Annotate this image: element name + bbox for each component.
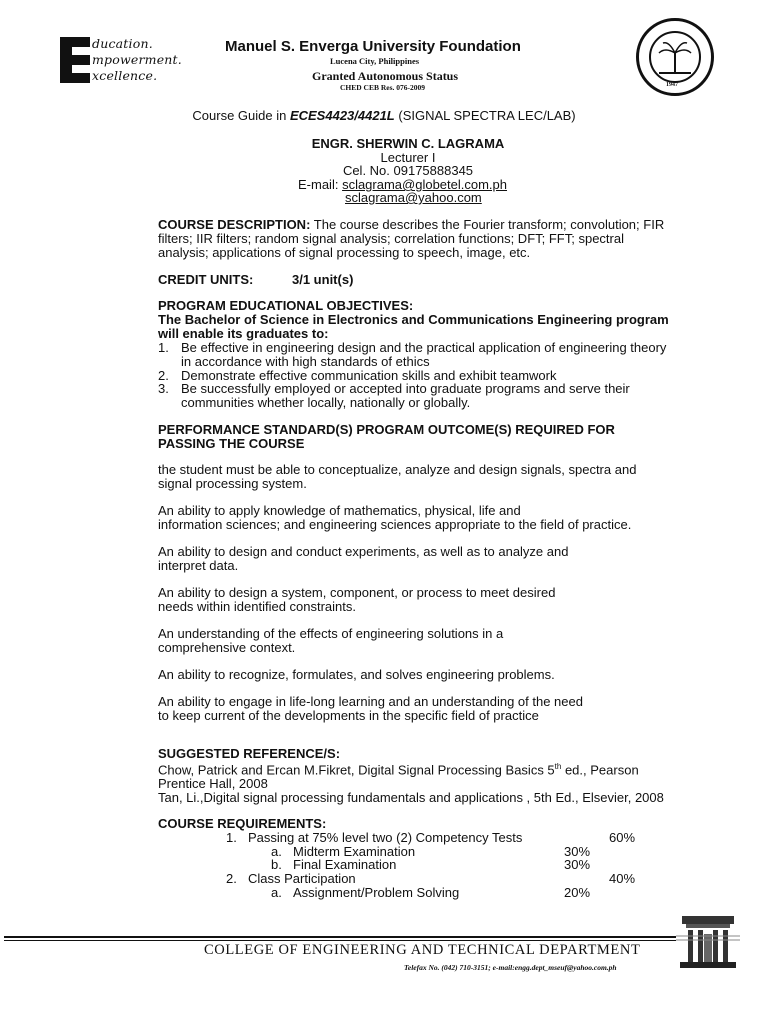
course-code: ECES4423/4421L xyxy=(289,108,395,123)
course-guide-prefix: Course Guide in xyxy=(192,108,290,123)
objective-text-3b: communities whether locally, nationally or globally. xyxy=(181,395,471,410)
autonomous-status: Granted Autonomous Status xyxy=(312,69,459,83)
instructor-name: ENGR. SHERWIN C. LAGRAMA xyxy=(311,136,505,151)
palm-tree-icon xyxy=(651,33,699,81)
outcome-5b: comprehensive context. xyxy=(158,640,296,655)
footer-rule-top xyxy=(4,936,676,938)
objective-number: 3. xyxy=(158,381,169,396)
objective-text-2a: Demonstrate effective communication skills and exhibit teamwork xyxy=(181,368,557,383)
description-label: COURSE DESCRIPTION: xyxy=(158,217,311,232)
requirement-label-1b: Final Examination xyxy=(293,857,397,872)
seal-year: 1947 xyxy=(666,82,678,88)
requirement-num-2: 2. xyxy=(226,871,237,886)
outcome-4b: needs within identified constraints. xyxy=(158,599,357,614)
requirement-sub-1a: 30% xyxy=(564,844,591,859)
performance-heading-2: PASSING THE COURSE xyxy=(158,436,305,451)
outcome-5a: An understanding of the effects of engineering solutions in a xyxy=(158,626,504,641)
objective-text-1a: Be effective in engineering design and the practical application of engineering theory xyxy=(181,340,667,355)
requirement-sub-1b: 30% xyxy=(564,857,591,872)
credit-units-label: CREDIT UNITS: xyxy=(158,272,254,287)
course-guide-title xyxy=(0,108,768,123)
description-text-1: The course describes the Fourier transform; convolution; FIR xyxy=(310,217,665,232)
outcome-2a: An ability to apply knowledge of mathematics, physical, life and xyxy=(158,503,521,518)
outcome-7a: An ability to engage in life-long learning and an understanding of the need xyxy=(158,694,583,709)
motto-line-2: mpowerment. xyxy=(92,52,182,67)
course-title: (SIGNAL SPECTRA LEC/LAB) xyxy=(394,108,576,123)
objective-item-1 xyxy=(158,340,169,355)
description-line-2: filters; IIR filters; random signal analysis; correlation functions; DFT; FFT; spectral xyxy=(158,231,624,246)
references-heading: SUGGESTED REFERENCE/S: xyxy=(158,746,341,761)
university-location: Lucena City, Philippines xyxy=(330,56,420,66)
objectives-heading: PROGRAM EDUCATIONAL OBJECTIVES: xyxy=(158,298,414,313)
outcome-3b: interpret data. xyxy=(158,558,239,573)
ched-resolution: CHED CEB Res. 076-2009 xyxy=(340,83,426,92)
university-seal xyxy=(636,18,714,96)
instructor-cel: Cel. No. 09175888345 xyxy=(342,163,474,178)
department-contact: Telefax No. (042) 710-3151; e-mail:engg.dept_mseuf@yahoo.com.ph xyxy=(404,963,617,972)
email-link-2[interactable]: sclagrama@yahoo.com xyxy=(345,190,482,205)
reference-1-publisher: ed., Pearson xyxy=(561,762,639,778)
requirements-heading: COURSE REQUIREMENTS: xyxy=(158,816,327,831)
reference-1-text: Chow, Patrick and Ercan M.Fikret, Digital Signal Processing Basics 5 xyxy=(158,762,555,778)
department-name: COLLEGE OF ENGINEERING AND TECHNICAL DEPARTMENT xyxy=(204,942,641,958)
requirement-num-1: 1. xyxy=(226,830,237,845)
requirement-num-1b: b. xyxy=(271,857,282,872)
outcome-2b: information sciences; and engineering sciences appropriate to the field of practice. xyxy=(158,517,632,532)
objective-text-1b: in accordance with high standards of ethics xyxy=(181,354,430,369)
motto-line-1: ducation. xyxy=(92,36,153,51)
objective-number: 2. xyxy=(158,368,169,383)
requirement-label-2: Class Participation xyxy=(248,871,356,886)
requirement-sub-2a: 20% xyxy=(564,885,591,900)
reference-1-superscript: th xyxy=(554,762,562,771)
requirement-num-2a: a. xyxy=(271,885,282,900)
university-name: Manuel S. Enverga University Foundation xyxy=(225,38,521,55)
outcome-7b: to keep current of the developments in the specific field of practice xyxy=(158,708,539,723)
performance-heading-1: PERFORMANCE STANDARD(S) PROGRAM OUTCOME(S) REQUIRED FOR xyxy=(158,422,615,437)
instructor-position: Lecturer I xyxy=(380,150,436,165)
education-logo-mark xyxy=(60,37,90,83)
description-line-1 xyxy=(158,217,664,232)
outcome-1a: the student must be able to conceptualize, analyze and design signals, spectra and xyxy=(158,462,637,477)
outcome-6a: An ability to recognize, formulates, and solves engineering problems. xyxy=(158,667,555,682)
requirement-label-2a: Assignment/Problem Solving xyxy=(293,885,460,900)
description-line-3: analysis; applications of signal processing to speech, image, etc. xyxy=(158,245,531,260)
outcome-1b: signal processing system. xyxy=(158,476,307,491)
seal-emblem xyxy=(649,31,701,83)
reference-1b: Prentice Hall, 2008 xyxy=(158,776,268,791)
requirement-label-1: Passing at 75% level two (2) Competency Tests xyxy=(248,830,523,845)
motto-line-3: xcellence. xyxy=(92,68,158,83)
requirement-total-2: 40% xyxy=(609,871,636,886)
objectives-intro-2: will enable its graduates to: xyxy=(158,326,329,341)
requirement-label-1a: Midterm Examination xyxy=(293,844,416,859)
outcome-4a: An ability to design a system, component, or process to meet desired xyxy=(158,585,556,600)
objective-item-3 xyxy=(158,381,169,396)
objective-number: 1. xyxy=(158,340,169,355)
requirement-total-1: 60% xyxy=(609,830,636,845)
outcome-3a: An ability to design and conduct experiments, as well as to analyze and xyxy=(158,544,569,559)
credit-units-value: 3/1 unit(s) xyxy=(292,272,354,287)
email-link-1[interactable]: sclagrama@globetel.com.ph xyxy=(342,177,508,192)
requirement-num-1a: a. xyxy=(271,844,282,859)
reference-2: Tan, Li.,Digital signal processing fundamentals and applications , 5th Ed., Elsevier, 2008 xyxy=(158,790,664,805)
objective-text-3a: Be successfully employed or accepted into graduate programs and serve their xyxy=(181,381,630,396)
objectives-intro-1: The Bachelor of Science in Electronics and Communications Engineering program xyxy=(158,312,669,327)
email-label: E-mail: xyxy=(298,177,343,192)
footer-rule-thin xyxy=(4,940,676,941)
building-logo-icon xyxy=(676,912,740,974)
